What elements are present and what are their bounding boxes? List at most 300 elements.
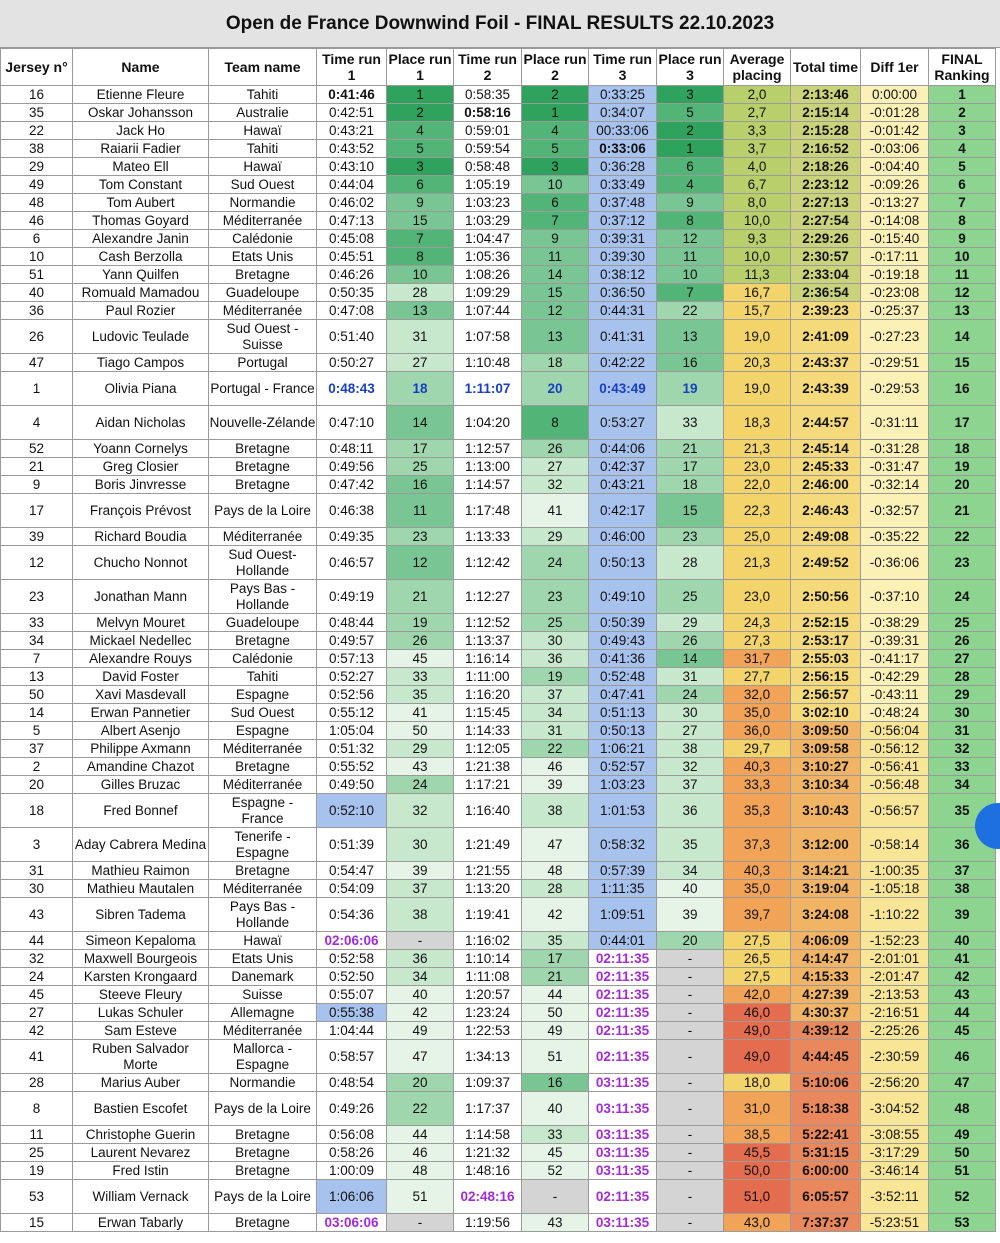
table-row xyxy=(1,528,996,546)
cell-total-time: 6:05:57 xyxy=(791,1180,861,1214)
cell-time-run-2: 1:12:27 xyxy=(454,580,522,614)
cell-final-ranking: 20 xyxy=(929,476,996,494)
cell-time-run-1: 0:50:35 xyxy=(317,284,387,302)
cell-place-run-3: - xyxy=(657,1022,724,1040)
cell-place-run-3: 4 xyxy=(657,176,724,194)
cell-jersey: 5 xyxy=(1,722,73,740)
cell-final-ranking: 44 xyxy=(929,1004,996,1022)
cell-name: Chucho Nonnot xyxy=(73,546,209,580)
cell-name: Christophe Guerin xyxy=(73,1126,209,1144)
cell-place-run-2: 41 xyxy=(522,494,589,528)
cell-jersey: 16 xyxy=(1,86,73,104)
cell-time-run-2: 1:16:14 xyxy=(454,650,522,668)
cell-diff-first: -0:48:24 xyxy=(861,704,929,722)
cell-place-run-1: 47 xyxy=(387,1040,454,1074)
cell-diff-first: -0:17:11 xyxy=(861,248,929,266)
cell-place-run-1: 22 xyxy=(387,1092,454,1126)
cell-diff-first: -0:58:14 xyxy=(861,828,929,862)
cell-average-placing: 40,3 xyxy=(724,758,791,776)
table-row xyxy=(1,406,996,440)
cell-time-run-2: 1:11:07 xyxy=(454,372,522,406)
cell-jersey: 12 xyxy=(1,546,73,580)
cell-final-ranking: 4 xyxy=(929,140,996,158)
cell-diff-first: -3:08:55 xyxy=(861,1126,929,1144)
cell-time-run-3: 0:51:13 xyxy=(589,704,657,722)
cell-average-placing: 31,7 xyxy=(724,650,791,668)
table-row xyxy=(1,266,996,284)
cell-time-run-1: 0:49:19 xyxy=(317,580,387,614)
cell-place-run-3: - xyxy=(657,1126,724,1144)
table-row xyxy=(1,320,996,354)
cell-name: Yoann Cornelys xyxy=(73,440,209,458)
cell-total-time: 2:36:54 xyxy=(791,284,861,302)
cell-time-run-2: 1:12:05 xyxy=(454,740,522,758)
cell-place-run-1: 24 xyxy=(387,776,454,794)
cell-time-run-2: 1:14:58 xyxy=(454,1126,522,1144)
cell-average-placing: 51,0 xyxy=(724,1180,791,1214)
cell-time-run-2: 1:04:47 xyxy=(454,230,522,248)
col-place-run-2: Place run 2 xyxy=(522,49,589,86)
cell-place-run-1: 12 xyxy=(387,546,454,580)
cell-diff-first: -1:05:18 xyxy=(861,880,929,898)
cell-total-time: 3:09:58 xyxy=(791,740,861,758)
cell-total-time: 5:18:38 xyxy=(791,1092,861,1126)
cell-jersey: 10 xyxy=(1,248,73,266)
cell-place-run-2: 38 xyxy=(522,794,589,828)
cell-team: Etats Unis xyxy=(209,248,317,266)
cell-jersey: 44 xyxy=(1,932,73,950)
cell-name: Oskar Johansson xyxy=(73,104,209,122)
cell-place-run-1: 13 xyxy=(387,302,454,320)
cell-diff-first: -0:42:29 xyxy=(861,668,929,686)
cell-average-placing: 37,3 xyxy=(724,828,791,862)
cell-place-run-3: 38 xyxy=(657,740,724,758)
cell-diff-first: -0:19:18 xyxy=(861,266,929,284)
cell-time-run-1: 0:52:56 xyxy=(317,686,387,704)
cell-total-time: 3:09:50 xyxy=(791,722,861,740)
cell-time-run-1: 1:06:06 xyxy=(317,1180,387,1214)
cell-jersey: 6 xyxy=(1,230,73,248)
cell-team: Sud Ouest - Suisse xyxy=(209,320,317,354)
cell-diff-first: -2:30:59 xyxy=(861,1040,929,1074)
cell-time-run-2: 0:59:01 xyxy=(454,122,522,140)
cell-average-placing: 27,5 xyxy=(724,968,791,986)
cell-team: Méditerranée xyxy=(209,302,317,320)
cell-time-run-3: 02:11:35 xyxy=(589,1022,657,1040)
cell-place-run-1: 35 xyxy=(387,686,454,704)
cell-time-run-3: 1:09:51 xyxy=(589,898,657,932)
cell-average-placing: 8,0 xyxy=(724,194,791,212)
cell-time-run-2: 1:48:16 xyxy=(454,1162,522,1180)
cell-time-run-2: 1:03:23 xyxy=(454,194,522,212)
cell-time-run-1: 0:43:21 xyxy=(317,122,387,140)
cell-place-run-2: 14 xyxy=(522,266,589,284)
cell-time-run-1: 1:05:04 xyxy=(317,722,387,740)
cell-time-run-3: 0:36:28 xyxy=(589,158,657,176)
table-row xyxy=(1,794,996,828)
cell-place-run-1: 21 xyxy=(387,580,454,614)
cell-final-ranking: 6 xyxy=(929,176,996,194)
cell-place-run-1: 23 xyxy=(387,528,454,546)
cell-jersey: 21 xyxy=(1,458,73,476)
cell-time-run-3: 03:11:35 xyxy=(589,1144,657,1162)
cell-time-run-1: 0:47:10 xyxy=(317,406,387,440)
col-place-run-3: Place run 3 xyxy=(657,49,724,86)
cell-diff-first: -2:56:20 xyxy=(861,1074,929,1092)
cell-place-run-3: 36 xyxy=(657,794,724,828)
cell-time-run-1: 0:51:32 xyxy=(317,740,387,758)
cell-final-ranking: 23 xyxy=(929,546,996,580)
table-row xyxy=(1,1040,996,1074)
cell-place-run-1: 1 xyxy=(387,86,454,104)
cell-place-run-3: 13 xyxy=(657,320,724,354)
cell-name: Tom Aubert xyxy=(73,194,209,212)
cell-time-run-1: 0:54:47 xyxy=(317,862,387,880)
cell-place-run-1: 45 xyxy=(387,650,454,668)
cell-total-time: 2:43:39 xyxy=(791,372,861,406)
cell-place-run-3: 15 xyxy=(657,494,724,528)
cell-total-time: 2:27:54 xyxy=(791,212,861,230)
cell-place-run-2: 45 xyxy=(522,1144,589,1162)
table-row xyxy=(1,740,996,758)
cell-place-run-1: 43 xyxy=(387,758,454,776)
cell-time-run-2: 1:12:52 xyxy=(454,614,522,632)
table-row xyxy=(1,284,996,302)
cell-final-ranking: 42 xyxy=(929,968,996,986)
cell-time-run-1: 0:52:50 xyxy=(317,968,387,986)
cell-time-run-1: 0:49:57 xyxy=(317,632,387,650)
cell-jersey: 33 xyxy=(1,614,73,632)
cell-time-run-2: 1:11:00 xyxy=(454,668,522,686)
cell-place-run-2: 33 xyxy=(522,1126,589,1144)
cell-place-run-2: - xyxy=(522,1180,589,1214)
cell-place-run-1: 10 xyxy=(387,266,454,284)
cell-jersey: 35 xyxy=(1,104,73,122)
cell-time-run-1: 0:58:57 xyxy=(317,1040,387,1074)
cell-place-run-2: 24 xyxy=(522,546,589,580)
cell-team: Méditerranée xyxy=(209,740,317,758)
cell-team: Pays de la Loire xyxy=(209,494,317,528)
col-final-ranking: FINAL Ranking xyxy=(929,49,996,86)
cell-place-run-1: 20 xyxy=(387,1074,454,1092)
cell-time-run-3: 0:42:17 xyxy=(589,494,657,528)
cell-place-run-1: 31 xyxy=(387,320,454,354)
cell-place-run-2: 42 xyxy=(522,898,589,932)
cell-place-run-3: 25 xyxy=(657,580,724,614)
cell-total-time: 3:24:08 xyxy=(791,898,861,932)
cell-time-run-2: 1:22:53 xyxy=(454,1022,522,1040)
cell-place-run-2: 25 xyxy=(522,614,589,632)
cell-place-run-1: 50 xyxy=(387,722,454,740)
table-row xyxy=(1,212,996,230)
cell-time-run-2: 1:09:37 xyxy=(454,1074,522,1092)
cell-place-run-2: 36 xyxy=(522,650,589,668)
cell-time-run-1: 03:06:06 xyxy=(317,1214,387,1232)
cell-place-run-3: 1 xyxy=(657,140,724,158)
cell-time-run-1: 0:52:27 xyxy=(317,668,387,686)
cell-name: Jack Ho xyxy=(73,122,209,140)
cell-total-time: 2:52:15 xyxy=(791,614,861,632)
cell-time-run-1: 0:45:08 xyxy=(317,230,387,248)
cell-total-time: 2:41:09 xyxy=(791,320,861,354)
cell-place-run-3: 35 xyxy=(657,828,724,862)
cell-name: Simeon Kepaloma xyxy=(73,932,209,950)
cell-time-run-3: 0:43:49 xyxy=(589,372,657,406)
cell-place-run-2: 35 xyxy=(522,932,589,950)
cell-total-time: 2:50:56 xyxy=(791,580,861,614)
cell-place-run-2: 5 xyxy=(522,140,589,158)
cell-total-time: 6:00:00 xyxy=(791,1162,861,1180)
cell-diff-first: -0:01:42 xyxy=(861,122,929,140)
cell-time-run-1: 0:54:09 xyxy=(317,880,387,898)
col-average-placing: Average placing xyxy=(724,49,791,86)
cell-team: Méditerranée xyxy=(209,212,317,230)
table-row xyxy=(1,668,996,686)
cell-place-run-2: 39 xyxy=(522,776,589,794)
cell-time-run-3: 0:58:32 xyxy=(589,828,657,862)
cell-jersey: 13 xyxy=(1,668,73,686)
cell-place-run-3: - xyxy=(657,950,724,968)
cell-team: Portugal xyxy=(209,354,317,372)
cell-average-placing: 18,3 xyxy=(724,406,791,440)
cell-team: Guadeloupe xyxy=(209,284,317,302)
cell-jersey: 23 xyxy=(1,580,73,614)
cell-time-run-2: 1:21:32 xyxy=(454,1144,522,1162)
cell-team: Méditerranée xyxy=(209,1022,317,1040)
cell-place-run-3: 7 xyxy=(657,284,724,302)
cell-place-run-3: 37 xyxy=(657,776,724,794)
col-jersey: Jersey n° xyxy=(1,49,73,86)
cell-jersey: 19 xyxy=(1,1162,73,1180)
cell-final-ranking: 43 xyxy=(929,986,996,1004)
cell-final-ranking: 51 xyxy=(929,1162,996,1180)
cell-place-run-2: 30 xyxy=(522,632,589,650)
cell-time-run-3: 03:11:35 xyxy=(589,1214,657,1232)
cell-place-run-1: 41 xyxy=(387,704,454,722)
table-row xyxy=(1,230,996,248)
cell-time-run-1: 0:49:35 xyxy=(317,528,387,546)
cell-total-time: 2:16:52 xyxy=(791,140,861,158)
cell-time-run-3: 0:42:37 xyxy=(589,458,657,476)
cell-diff-first: -0:32:14 xyxy=(861,476,929,494)
cell-name: Erwan Pannetier xyxy=(73,704,209,722)
cell-total-time: 2:55:03 xyxy=(791,650,861,668)
cell-time-run-3: 0:57:39 xyxy=(589,862,657,880)
col-name: Name xyxy=(73,49,209,86)
cell-team: Bretagne xyxy=(209,1162,317,1180)
cell-final-ranking: 16 xyxy=(929,372,996,406)
cell-place-run-3: 34 xyxy=(657,862,724,880)
table-row xyxy=(1,458,996,476)
cell-time-run-3: 03:11:35 xyxy=(589,1092,657,1126)
cell-team: Sud Ouest xyxy=(209,176,317,194)
cell-diff-first: -2:16:51 xyxy=(861,1004,929,1022)
cell-time-run-3: 03:11:35 xyxy=(589,1162,657,1180)
cell-time-run-2: 1:23:24 xyxy=(454,1004,522,1022)
cell-name: Melvyn Mouret xyxy=(73,614,209,632)
cell-team: Allemagne xyxy=(209,1004,317,1022)
cell-team: Mallorca - Espagne xyxy=(209,1040,317,1074)
cell-place-run-1: 5 xyxy=(387,140,454,158)
table-row xyxy=(1,758,996,776)
table-row xyxy=(1,704,996,722)
table-row xyxy=(1,104,996,122)
cell-place-run-1: 6 xyxy=(387,176,454,194)
cell-place-run-2: 49 xyxy=(522,1022,589,1040)
cell-average-placing: 27,3 xyxy=(724,632,791,650)
cell-place-run-2: 29 xyxy=(522,528,589,546)
cell-name: Xavi Masdevall xyxy=(73,686,209,704)
cell-place-run-1: 38 xyxy=(387,898,454,932)
cell-place-run-2: 20 xyxy=(522,372,589,406)
cell-time-run-1: 0:43:52 xyxy=(317,140,387,158)
cell-average-placing: 27,7 xyxy=(724,668,791,686)
cell-place-run-3: 9 xyxy=(657,194,724,212)
cell-name: Raiarii Fadier xyxy=(73,140,209,158)
cell-final-ranking: 5 xyxy=(929,158,996,176)
cell-team: Espagne xyxy=(209,686,317,704)
cell-place-run-1: 30 xyxy=(387,828,454,862)
cell-average-placing: 20,3 xyxy=(724,354,791,372)
results-table xyxy=(0,48,996,1232)
cell-jersey: 4 xyxy=(1,406,73,440)
cell-place-run-2: 47 xyxy=(522,828,589,862)
table-row xyxy=(1,158,996,176)
cell-diff-first: -0:14:08 xyxy=(861,212,929,230)
cell-place-run-3: - xyxy=(657,1092,724,1126)
cell-name: David Foster xyxy=(73,668,209,686)
cell-diff-first: -3:46:14 xyxy=(861,1162,929,1180)
cell-time-run-3: 02:11:35 xyxy=(589,1004,657,1022)
cell-team: Etats Unis xyxy=(209,950,317,968)
table-row xyxy=(1,950,996,968)
cell-diff-first: -0:23:08 xyxy=(861,284,929,302)
cell-time-run-2: 0:58:16 xyxy=(454,104,522,122)
cell-final-ranking: 33 xyxy=(929,758,996,776)
cell-place-run-3: - xyxy=(657,1144,724,1162)
cell-team: Guadeloupe xyxy=(209,614,317,632)
cell-time-run-2: 1:14:57 xyxy=(454,476,522,494)
cell-final-ranking: 53 xyxy=(929,1214,996,1232)
cell-place-run-1: 27 xyxy=(387,354,454,372)
cell-total-time: 2:49:52 xyxy=(791,546,861,580)
cell-place-run-3: 23 xyxy=(657,528,724,546)
cell-final-ranking: 7 xyxy=(929,194,996,212)
cell-jersey: 32 xyxy=(1,950,73,968)
table-row xyxy=(1,86,996,104)
cell-total-time: 2:30:57 xyxy=(791,248,861,266)
cell-average-placing: 49,0 xyxy=(724,1022,791,1040)
table-row xyxy=(1,686,996,704)
table-row xyxy=(1,1074,996,1092)
cell-total-time: 3:10:27 xyxy=(791,758,861,776)
cell-diff-first: -2:13:53 xyxy=(861,986,929,1004)
cell-final-ranking: 32 xyxy=(929,740,996,758)
cell-time-run-1: 0:54:36 xyxy=(317,898,387,932)
cell-total-time: 4:15:33 xyxy=(791,968,861,986)
table-row xyxy=(1,1144,996,1162)
cell-place-run-1: 7 xyxy=(387,230,454,248)
cell-average-placing: 35,3 xyxy=(724,794,791,828)
cell-time-run-3: 0:50:13 xyxy=(589,546,657,580)
cell-place-run-2: 12 xyxy=(522,302,589,320)
cell-place-run-2: 13 xyxy=(522,320,589,354)
cell-team: Hawaï xyxy=(209,932,317,950)
cell-name: Sibren Tadema xyxy=(73,898,209,932)
cell-team: Bretagne xyxy=(209,758,317,776)
table-row xyxy=(1,1180,996,1214)
cell-jersey: 17 xyxy=(1,494,73,528)
cell-average-placing: 9,3 xyxy=(724,230,791,248)
cell-team: Tahiti xyxy=(209,86,317,104)
cell-diff-first: -1:00:35 xyxy=(861,862,929,880)
cell-total-time: 2:56:57 xyxy=(791,686,861,704)
cell-team: Tenerife - Espagne xyxy=(209,828,317,862)
cell-place-run-3: - xyxy=(657,968,724,986)
cell-team: Suisse xyxy=(209,986,317,1004)
cell-diff-first: -0:27:23 xyxy=(861,320,929,354)
cell-average-placing: 42,0 xyxy=(724,986,791,1004)
cell-time-run-1: 0:56:08 xyxy=(317,1126,387,1144)
cell-final-ranking: 26 xyxy=(929,632,996,650)
cell-total-time: 5:10:06 xyxy=(791,1074,861,1092)
cell-final-ranking: 39 xyxy=(929,898,996,932)
cell-name: Etienne Fleure xyxy=(73,86,209,104)
cell-name: Greg Closier xyxy=(73,458,209,476)
cell-final-ranking: 1 xyxy=(929,86,996,104)
cell-final-ranking: 46 xyxy=(929,1040,996,1074)
cell-team: Calédonie xyxy=(209,650,317,668)
table-row xyxy=(1,650,996,668)
cell-average-placing: 21,3 xyxy=(724,440,791,458)
cell-time-run-1: 0:55:12 xyxy=(317,704,387,722)
cell-total-time: 2:45:14 xyxy=(791,440,861,458)
cell-time-run-2: 02:48:16 xyxy=(454,1180,522,1214)
cell-name: Boris Jinvresse xyxy=(73,476,209,494)
header-row xyxy=(1,49,996,86)
cell-time-run-1: 0:51:40 xyxy=(317,320,387,354)
table-row xyxy=(1,880,996,898)
cell-team: Bretagne xyxy=(209,266,317,284)
cell-place-run-3: - xyxy=(657,1180,724,1214)
cell-total-time: 3:14:21 xyxy=(791,862,861,880)
cell-time-run-3: 02:11:35 xyxy=(589,1180,657,1214)
table-row xyxy=(1,1004,996,1022)
cell-team: Calédonie xyxy=(209,230,317,248)
cell-name: Bastien Escofet xyxy=(73,1092,209,1126)
cell-total-time: 2:43:37 xyxy=(791,354,861,372)
cell-jersey: 40 xyxy=(1,284,73,302)
cell-name: Romuald Mamadou xyxy=(73,284,209,302)
cell-place-run-2: 4 xyxy=(522,122,589,140)
cell-final-ranking: 8 xyxy=(929,212,996,230)
cell-time-run-3: 0:50:39 xyxy=(589,614,657,632)
cell-place-run-1: 26 xyxy=(387,632,454,650)
cell-place-run-2: 40 xyxy=(522,1092,589,1126)
cell-jersey: 46 xyxy=(1,212,73,230)
cell-time-run-1: 0:48:11 xyxy=(317,440,387,458)
cell-time-run-3: 0:36:50 xyxy=(589,284,657,302)
cell-team: Hawaï xyxy=(209,122,317,140)
cell-average-placing: 50,0 xyxy=(724,1162,791,1180)
cell-team: Pays de la Loire xyxy=(209,1180,317,1214)
cell-diff-first: -0:37:10 xyxy=(861,580,929,614)
cell-time-run-2: 1:19:56 xyxy=(454,1214,522,1232)
cell-team: Normandie xyxy=(209,194,317,212)
cell-diff-first: -2:01:01 xyxy=(861,950,929,968)
cell-diff-first: -3:17:29 xyxy=(861,1144,929,1162)
cell-name: Mickael Nedellec xyxy=(73,632,209,650)
